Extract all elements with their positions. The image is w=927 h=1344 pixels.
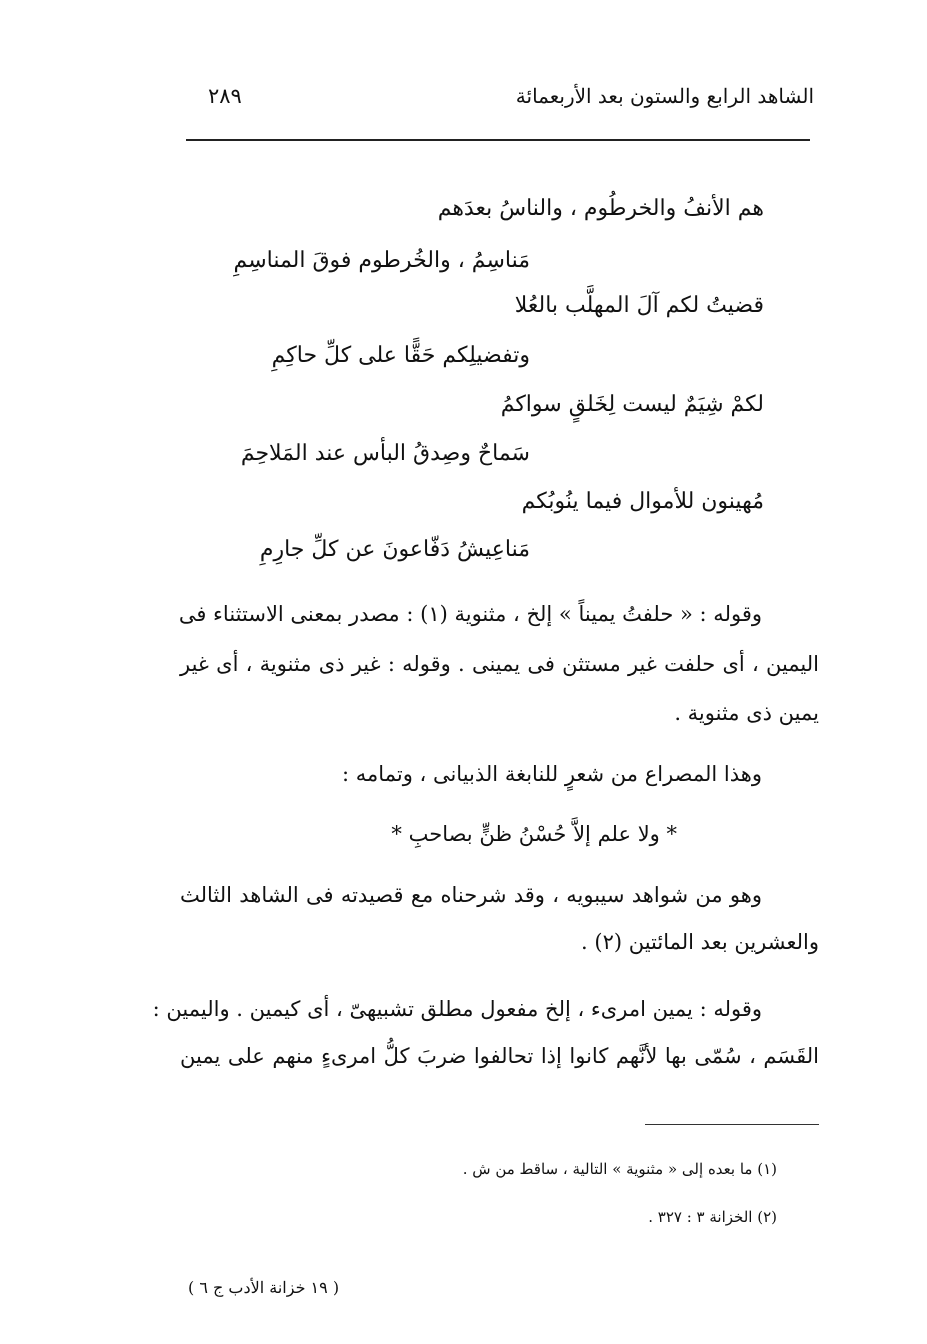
verse-1-second-hemistich: مَناسِمُ ، والخُرطوم فوقَ المناسِمِ [233, 248, 530, 273]
quoted-hemistich: * ولا علم إلاَّ حُسْنُ ظنٍّ بصاحبِ * [391, 822, 677, 846]
verse-3-first-hemistich: لكمْ شِيَمٌ ليست لِخَلقٍ سواكمُ [500, 392, 764, 417]
footnote-1: (١) ما بعده إلى « مثنوية » التالية ، ساقط من ش . [462, 1160, 777, 1178]
paragraph-4-line-2: القَسَم ، سُمّى بها لأنَّهم كانوا إذا تحالفوا ضربَ كلُّ امرىءٍ منهم على يمين [180, 1044, 819, 1068]
verse-2-first-hemistich: قضيتُ لكم آلَ المهلَّب بالعُلا [514, 293, 764, 318]
header-divider [186, 139, 810, 141]
paragraph-2-intro: وهذا المصراع من شعرٍ للنابغة الذبيانى ، وتمامه : [342, 762, 762, 786]
paragraph-3-line-2: والعشرين بعد المائتين (٢) . [581, 930, 819, 954]
page-header [190, 84, 814, 118]
signature-mark: ( ١٩ خزانة الأدب ج ٦ ) [188, 1278, 340, 1297]
paragraph-1-line-3: يمين ذى مثنوية . [674, 701, 819, 725]
paragraph-1-line-1: وقوله : « حلفتُ يميناً » إلخ ، مثنوية (١) : مصدر بمعنى الاستثناء فى [178, 602, 762, 626]
page-number: ٢٨٩ [208, 84, 242, 108]
verse-2-second-hemistich: وتفضيلِكم حَقًّا على كلِّ حاكِمِ [271, 343, 530, 368]
footnote-2: (٢) الخزانة ٣ : ٣٢٧ . [648, 1208, 777, 1226]
verse-3-second-hemistich: سَماحٌ وصِدقُ البأس عند المَلاحِمَ [240, 441, 530, 466]
verse-4-second-hemistich: مَناعِيشُ دَفّاعونَ عن كلِّ جارِمِ [259, 537, 530, 562]
paragraph-3-line-1: وهو من شواهد سيبويه ، وقد شرحناه مع قصيدته فى الشاهد الثالث [180, 883, 762, 907]
running-title: الشاهد الرابع والستون بعد الأربعمائة [515, 84, 814, 108]
paragraph-4-line-1: وقوله : يمين امرىء ، إلخ مفعول مطلق تشبيهىّ ، أى كيمين . واليمين : [152, 997, 762, 1021]
footnote-divider [645, 1124, 819, 1125]
verse-4-first-hemistich: مُهينون للأموال فيما ينُوبُكم [521, 489, 764, 514]
paragraph-1-line-2: اليمين ، أى حلفت غير مستثن فى يمينى . وقوله : غير ذى مثنوية ، أى غير [180, 652, 819, 676]
verse-1-first-hemistich: هم الأنفُ والخرطُوم ، والناسُ بعدَهم [437, 196, 764, 221]
